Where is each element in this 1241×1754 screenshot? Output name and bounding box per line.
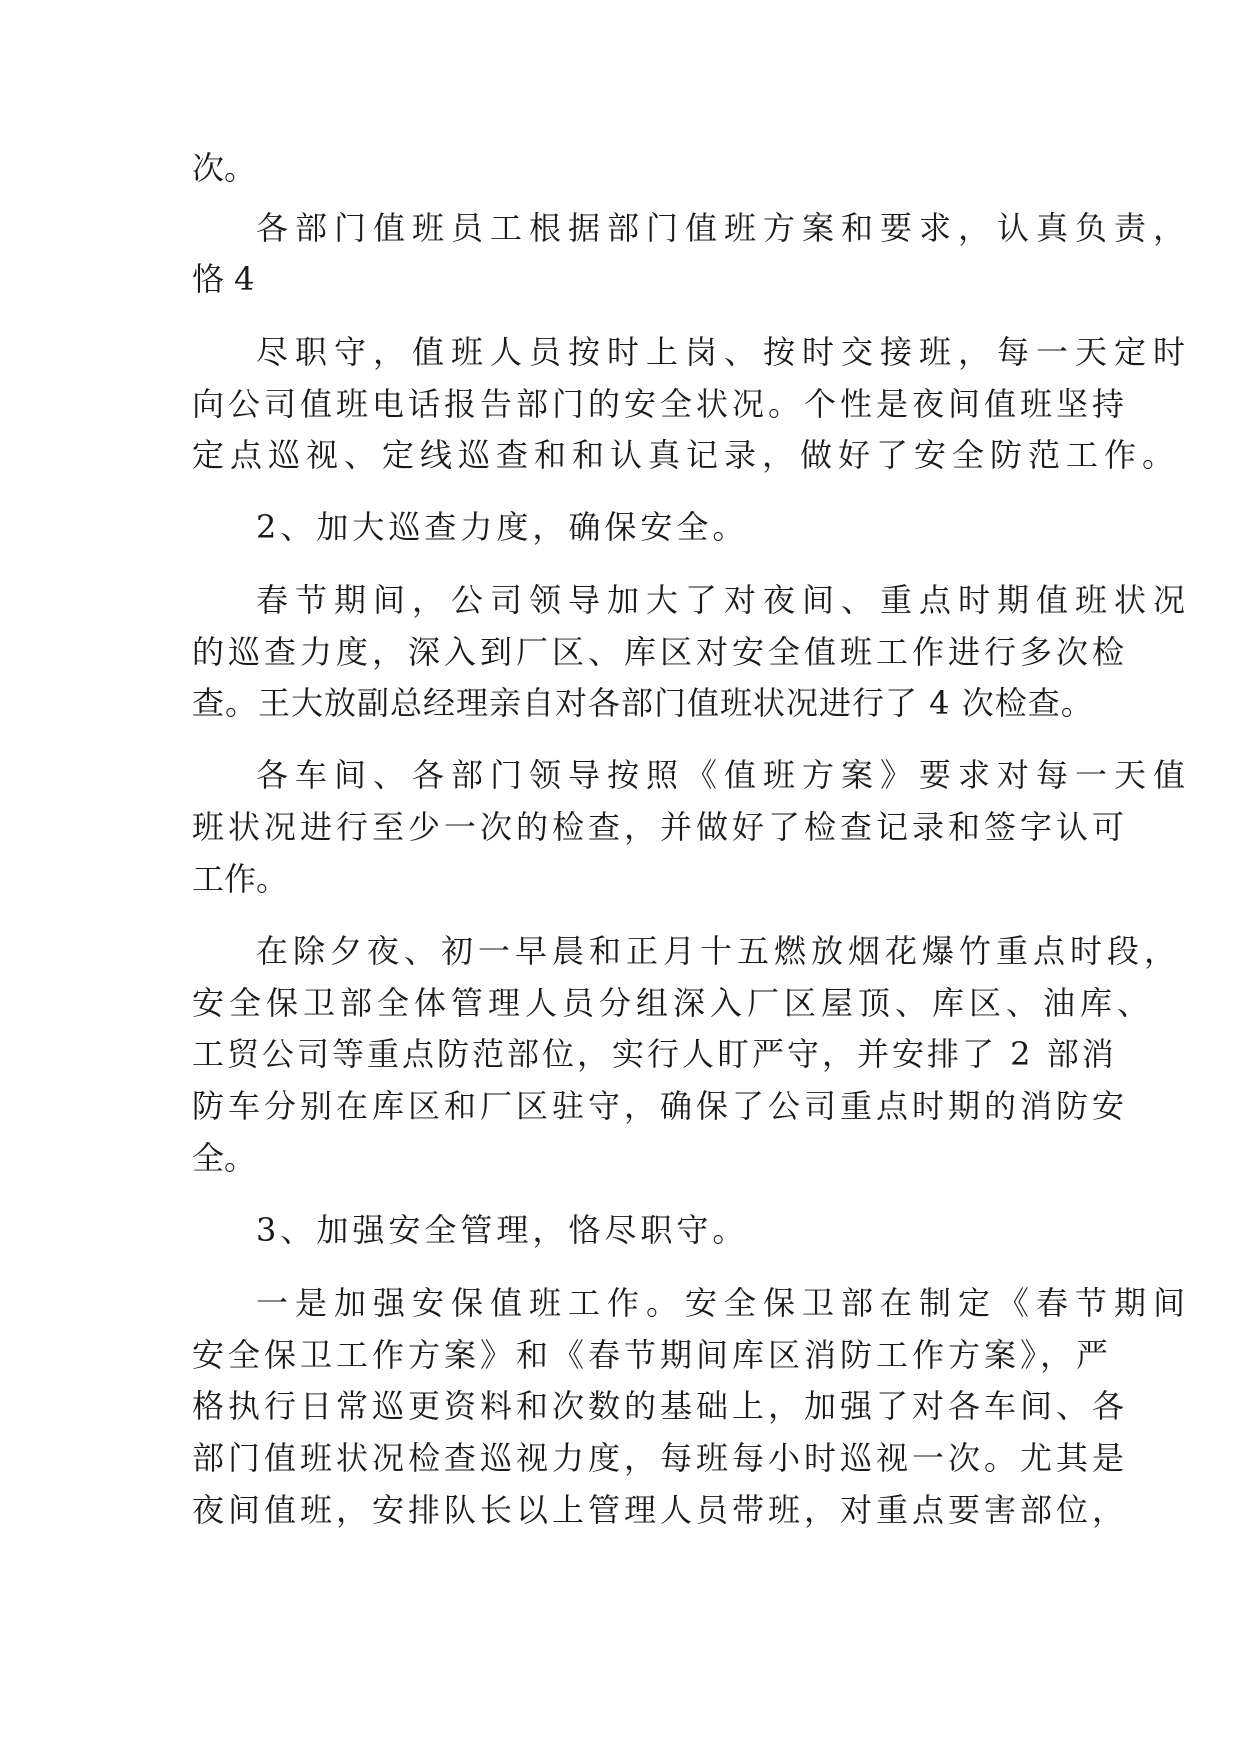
text-line-24: 夜间值班，安排队长以上管理人员带班，对重点要害部位， (192, 1491, 1129, 1529)
text-line-10: 查。王大放副总经理亲自对各部门值班状况进行了 4 次检查。 (192, 684, 1094, 722)
text-line-21: 安全保卫工作方案》和《春节期间库区消防工作方案》，严 (192, 1336, 1113, 1374)
text-line-19: 3、加强安全管理，恪尽职守。 (256, 1211, 749, 1249)
text-line-6: 定点巡视、定线巡查和和认真记录，做好了安全防范工作。 (192, 436, 1181, 474)
text-line-8: 春节期间，公司领导加大了对夜间、重点时期值班状况 (256, 581, 1193, 619)
text-line-22: 格执行日常巡更资料和次数的基础上，加强了对各车间、各 (192, 1387, 1129, 1425)
text-line-5: 向公司值班电话报告部门的安全状况。个性是夜间值班坚持 (192, 385, 1129, 423)
text-line-9: 的巡查力度，深入到厂区、库区对安全值班工作进行多次检 (192, 633, 1129, 671)
text-line-20: 一是加强安保值班工作。安全保卫部在制定《春节期间 (256, 1284, 1193, 1322)
text-line-4: 尽职守，值班人员按时上岗、按时交接班，每一天定时 (256, 333, 1193, 371)
text-line-14: 在除夕夜、初一早晨和正月十五燃放烟花爆竹重点时段， (256, 932, 1182, 970)
text-line-16: 工贸公司等重点防范部位，实行人盯严守，并安排了 2 部消 (192, 1035, 1117, 1073)
text-line-3: 恪 4 (192, 260, 255, 298)
text-line-23: 部门值班状况检查巡视力度，每班每小时巡视一次。尤其是 (192, 1439, 1129, 1477)
text-line-13: 工作。 (192, 860, 289, 898)
text-line-7: 2、加大巡查力度，确保安全。 (256, 508, 749, 546)
text-line-11: 各车间、各部门领导按照《值班方案》要求对每一天值 (256, 756, 1193, 794)
text-line-1: 次。 (192, 149, 257, 187)
text-line-2: 各部门值班员工根据部门值班方案和要求，认真负责， (256, 209, 1193, 247)
text-line-18: 全。 (192, 1139, 257, 1177)
text-line-15: 安全保卫部全体管理人员分组深入厂区屋顶、库区、油库、 (192, 984, 1155, 1022)
text-line-12: 班状况进行至少一次的检查，并做好了检查记录和签字认可 (192, 808, 1129, 846)
text-line-17: 防车分别在库区和厂区驻守，确保了公司重点时期的消防安 (192, 1087, 1129, 1125)
